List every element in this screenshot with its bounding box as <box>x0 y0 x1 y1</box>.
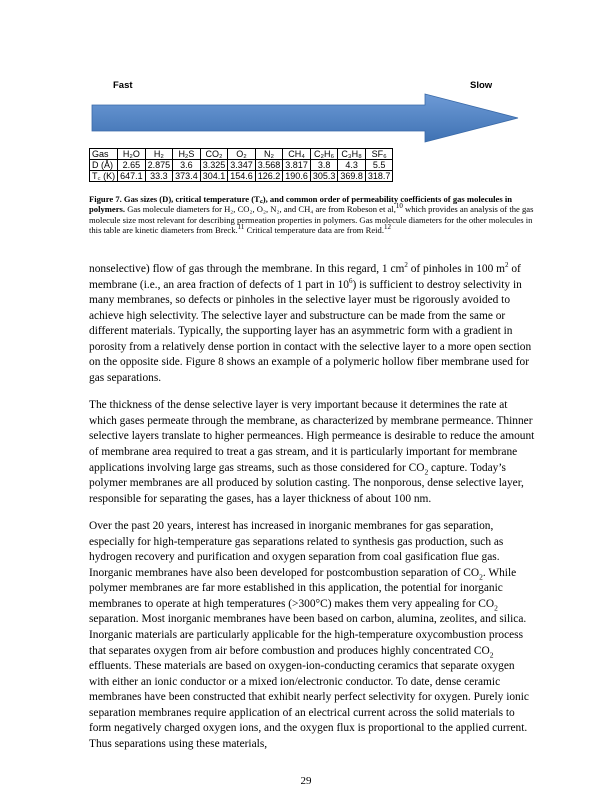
paragraph-1 <box>89 262 537 386</box>
p1-sup-1: 2 <box>404 261 408 270</box>
table-header-row <box>90 149 393 160</box>
caption-ref-3: 12 <box>384 223 392 232</box>
page-number: 29 <box>300 775 312 787</box>
p3-text-c: separation. Most inorganic membranes have been based on carbon, alumina, zeolites, and silica. Inorganic materials are particularly applicable for the high-temperature oxycombustion process that separates oxygen from air before combustion and produces highly concentrated CO <box>89 613 527 657</box>
p3-sub-1: 2 <box>479 572 483 582</box>
caption-ref-1: 10 <box>395 202 403 211</box>
table-cell: H₂O <box>118 149 146 160</box>
p3-text-b: . While polymer membranes are far more established in this application, the potential for inorganic membranes to operate at high temperatures (>300°C) makes them very appealing for CO <box>89 566 517 610</box>
table-cell: SF₆ <box>365 149 393 160</box>
table-cell: 3.6 <box>173 160 201 171</box>
p3-sub-2: 2 <box>494 603 498 613</box>
p1-text-d: ) is sufficient to destroy selectivity in many membranes, so defects or pinholes in the selective layer must be rigorously avoided to achieve high selectivity. The selective layer and substructure can be made from the same or different materials. Typically, the supporting layer has an asymmetric form with a gradient in porosity from a relatively dense portion in contact with the selective layer to a more open section on the opposite side. Figure 8 shows an example of a polymeric hollow fiber membrane used for gas separations. <box>89 278 532 384</box>
p2-sub-1: 2 <box>424 466 429 476</box>
table-cell: 369.8 <box>338 171 366 182</box>
table-cell: 647.1 <box>118 171 146 182</box>
table-cell: 5.5 <box>365 160 393 171</box>
table-row <box>90 160 393 171</box>
table-cell: D (Å) <box>90 160 118 171</box>
table-cell: 318.7 <box>365 171 393 182</box>
body-text <box>89 262 537 764</box>
table-cell: O₂ <box>228 149 256 160</box>
table-cell: H₂S <box>173 149 201 160</box>
table-cell: 373.4 <box>173 171 201 182</box>
table-cell: C₂H₆ <box>310 149 338 160</box>
paragraph-3 <box>89 519 537 752</box>
p1-text-a: nonselective) flow of gas through the membrane. In this regard, 1 cm <box>89 263 405 275</box>
table-cell: 4.3 <box>338 160 366 171</box>
table-cell: 304.1 <box>200 171 228 182</box>
table-cell: T꜀ (K) <box>90 171 118 182</box>
permeability-arrow <box>90 92 522 144</box>
table-cell: 305.3 <box>310 171 338 182</box>
table-cell: 2.65 <box>118 160 146 171</box>
table-cell: 2.875 <box>145 160 173 171</box>
p1-text-c: of membrane (i.e., an area fraction of defects of 1 part in 10 <box>89 263 521 291</box>
paragraph-2 <box>89 398 537 507</box>
arrow-shape <box>92 94 518 142</box>
caption-title: Figure 7. Gas sizes (D), critical temperature (T꜀), and common order of permeability coefficients of gas molecules in polymers. <box>89 194 513 215</box>
table-cell: 3.8 <box>310 160 338 171</box>
table-cell: 3.347 <box>228 160 256 171</box>
table-cell: 126.2 <box>255 171 283 182</box>
p1-sup-3: 6 <box>348 276 353 285</box>
caption-text-2: which provides an analysis of the gas molecule size most relevant for describing permeation properties in polymers. Gas molecule diameters for the other molecules in this table are kinetic diameters from Breck. <box>89 204 534 236</box>
p1-text-b: of pinholes in 100 m <box>407 263 506 275</box>
table-cell: CO₂ <box>200 149 228 160</box>
table-cell: CH₄ <box>283 149 311 160</box>
table-cell: 3.817 <box>283 160 311 171</box>
caption-ref-2: 11 <box>237 223 245 232</box>
table-cell: 3.325 <box>200 160 228 171</box>
gas-properties-table <box>89 148 393 182</box>
p2-text-b: capture. Today’s polymer membranes are all produced by solution casting. The nonporous, dense selective layer, responsible for separating the gases, has a layer thickness of about 100 nm. <box>89 461 524 505</box>
slow-label: Slow <box>470 80 493 91</box>
table-row <box>90 171 393 182</box>
table-cell: 154.6 <box>228 171 256 182</box>
table-cell: Gas <box>90 149 118 160</box>
table-cell: 3.568 <box>255 160 283 171</box>
p3-text-a: Over the past 20 years, interest has increased in inorganic membranes for gas separation, especially for high-temperature gas separations related to synthesis gas production, such as hydrogen recovery and purification and oxygen separation from coal gasification flue gas. Inorganic membranes have also been developed for postcombustion separation of CO <box>89 520 504 579</box>
fast-label: Fast <box>113 80 133 91</box>
table-cell: H₂ <box>145 149 173 160</box>
figure-caption <box>89 194 537 236</box>
caption-text-1: Gas molecule diameters for H₂, CO₂, O₂, N₂, and CH₄ are from Robeson et al, <box>125 204 396 215</box>
caption-text-3: Critical temperature data are from Reid. <box>244 225 385 236</box>
table-cell: 33.3 <box>145 171 173 182</box>
p3-sub-3: 2 <box>489 649 494 659</box>
table-cell: C₃H₈ <box>338 149 366 160</box>
p3-text-d: effluents. These materials are based on oxygen-ion-conducting ceramics that separate oxygen with either an ionic conductor or a mixed ion/electronic conductor. To date, dense ceramic membranes have been constructed that exhibit nearly perfect selectivity for oxygen. Purely ionic separation membranes require application of an electrical current across the solid materials to form negatively charged oxygen ions, and the oxygen flux is proportional to the applied current. Thus separations using these materials, <box>89 660 529 750</box>
table-cell: N₂ <box>255 149 283 160</box>
table-cell: 190.6 <box>283 171 311 182</box>
p2-text-a: The thickness of the dense selective layer is very important because it determines the rate at which gases permeate through the membrane, as characterized by membrane permeance. Thinner selective layers translate to higher permeances. High permeance is desirable to reduce the amount of membrane area required to treat a gas stream, and it is particularly important for membrane applications involving large gas streams, such as those considered for CO <box>89 399 535 474</box>
p1-sup-2: 2 <box>505 261 509 270</box>
